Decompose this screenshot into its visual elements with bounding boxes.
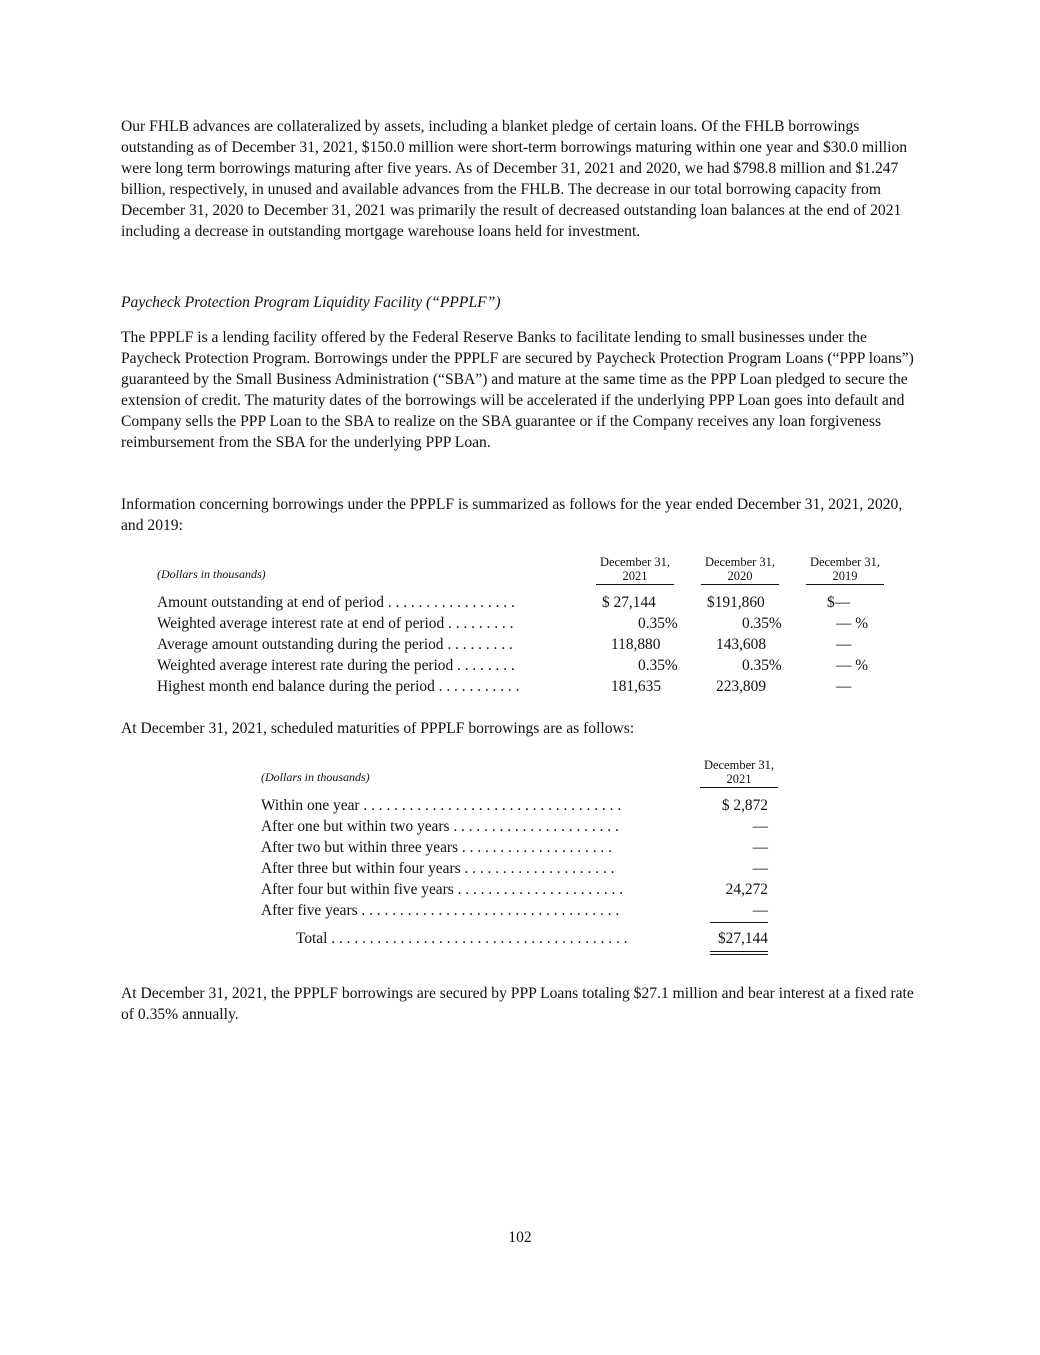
table1-col-2020: December 31, 2020 bbox=[701, 555, 779, 585]
table1-col-2021: December 31, 2021 bbox=[596, 555, 674, 585]
paragraph-ppplf-description: The PPPLF is a lending facility offered by the Federal Reserve Banks to facilitate lending to small businesses under the Paycheck Protection Program. Borrowings under the PPPLF are secured by Paycheck Protection Program Loans (“PPP loans”) guaranteed by the Small Business Administration (“SBA”) and mature at the same time as the PPP Loan pledged to secure the extension of credit. The maturity dates of the borrowings will be accelerated if the underlying PPP Loan goes into default and Company sells the PPP Loan to the SBA to realize on the SBA guarantee or if the Company receives any loan forgiveness reimbursement from the SBA for the underlying PPP Loan. bbox=[121, 329, 914, 451]
table1-unit-label: (Dollars in thousands) bbox=[157, 567, 266, 581]
page-number: 102 bbox=[508, 1229, 532, 1246]
paragraph-fhlb-advances: Our FHLB advances are collateralized by assets, including a blanket pledge of certain loans. Of the FHLB borrowings outstanding as of December 31, 2021, $150.0 million were short-term borrowings maturing within one year and $30.0 million were long term borrowings maturing after five years. As of December 31, 2021 and 2020, we had $798.8 million and $1.247 billion, respectively, in unused and available advances from the FHLB. The decrease in our total borrowing capacity from December 31, 2020 to December 31, 2021 was primarily the result of decreased outstanding loan balances at the end of 2021 including a decrease in outstanding mortgage warehouse loans held for investment. bbox=[121, 118, 908, 240]
paragraph-table2-intro: At December 31, 2021, scheduled maturities of PPPLF borrowings are as follows: bbox=[121, 720, 635, 737]
paragraph-table1-intro: Information concerning borrowings under the PPPLF is summarized as follows for the year ended December 31, 2021, 2020, and 2019: bbox=[121, 496, 903, 534]
table2-col-2021: December 31, 2021 bbox=[700, 758, 778, 788]
total-double-rule-top bbox=[710, 951, 768, 952]
total-double-rule-bottom bbox=[710, 954, 768, 955]
table2-unit-label: (Dollars in thousands) bbox=[261, 770, 370, 784]
table1-col-2019: December 31, 2019 bbox=[806, 555, 884, 585]
section-heading-ppplf: Paycheck Protection Program Liquidity Facility (“PPPLF”) bbox=[121, 294, 501, 311]
subtotal-rule bbox=[710, 922, 768, 923]
paragraph-closing: At December 31, 2021, the PPPLF borrowings are secured by PPP Loans totaling $27.1 million and bear interest at a fixed rate of 0.35% annually. bbox=[121, 985, 914, 1023]
